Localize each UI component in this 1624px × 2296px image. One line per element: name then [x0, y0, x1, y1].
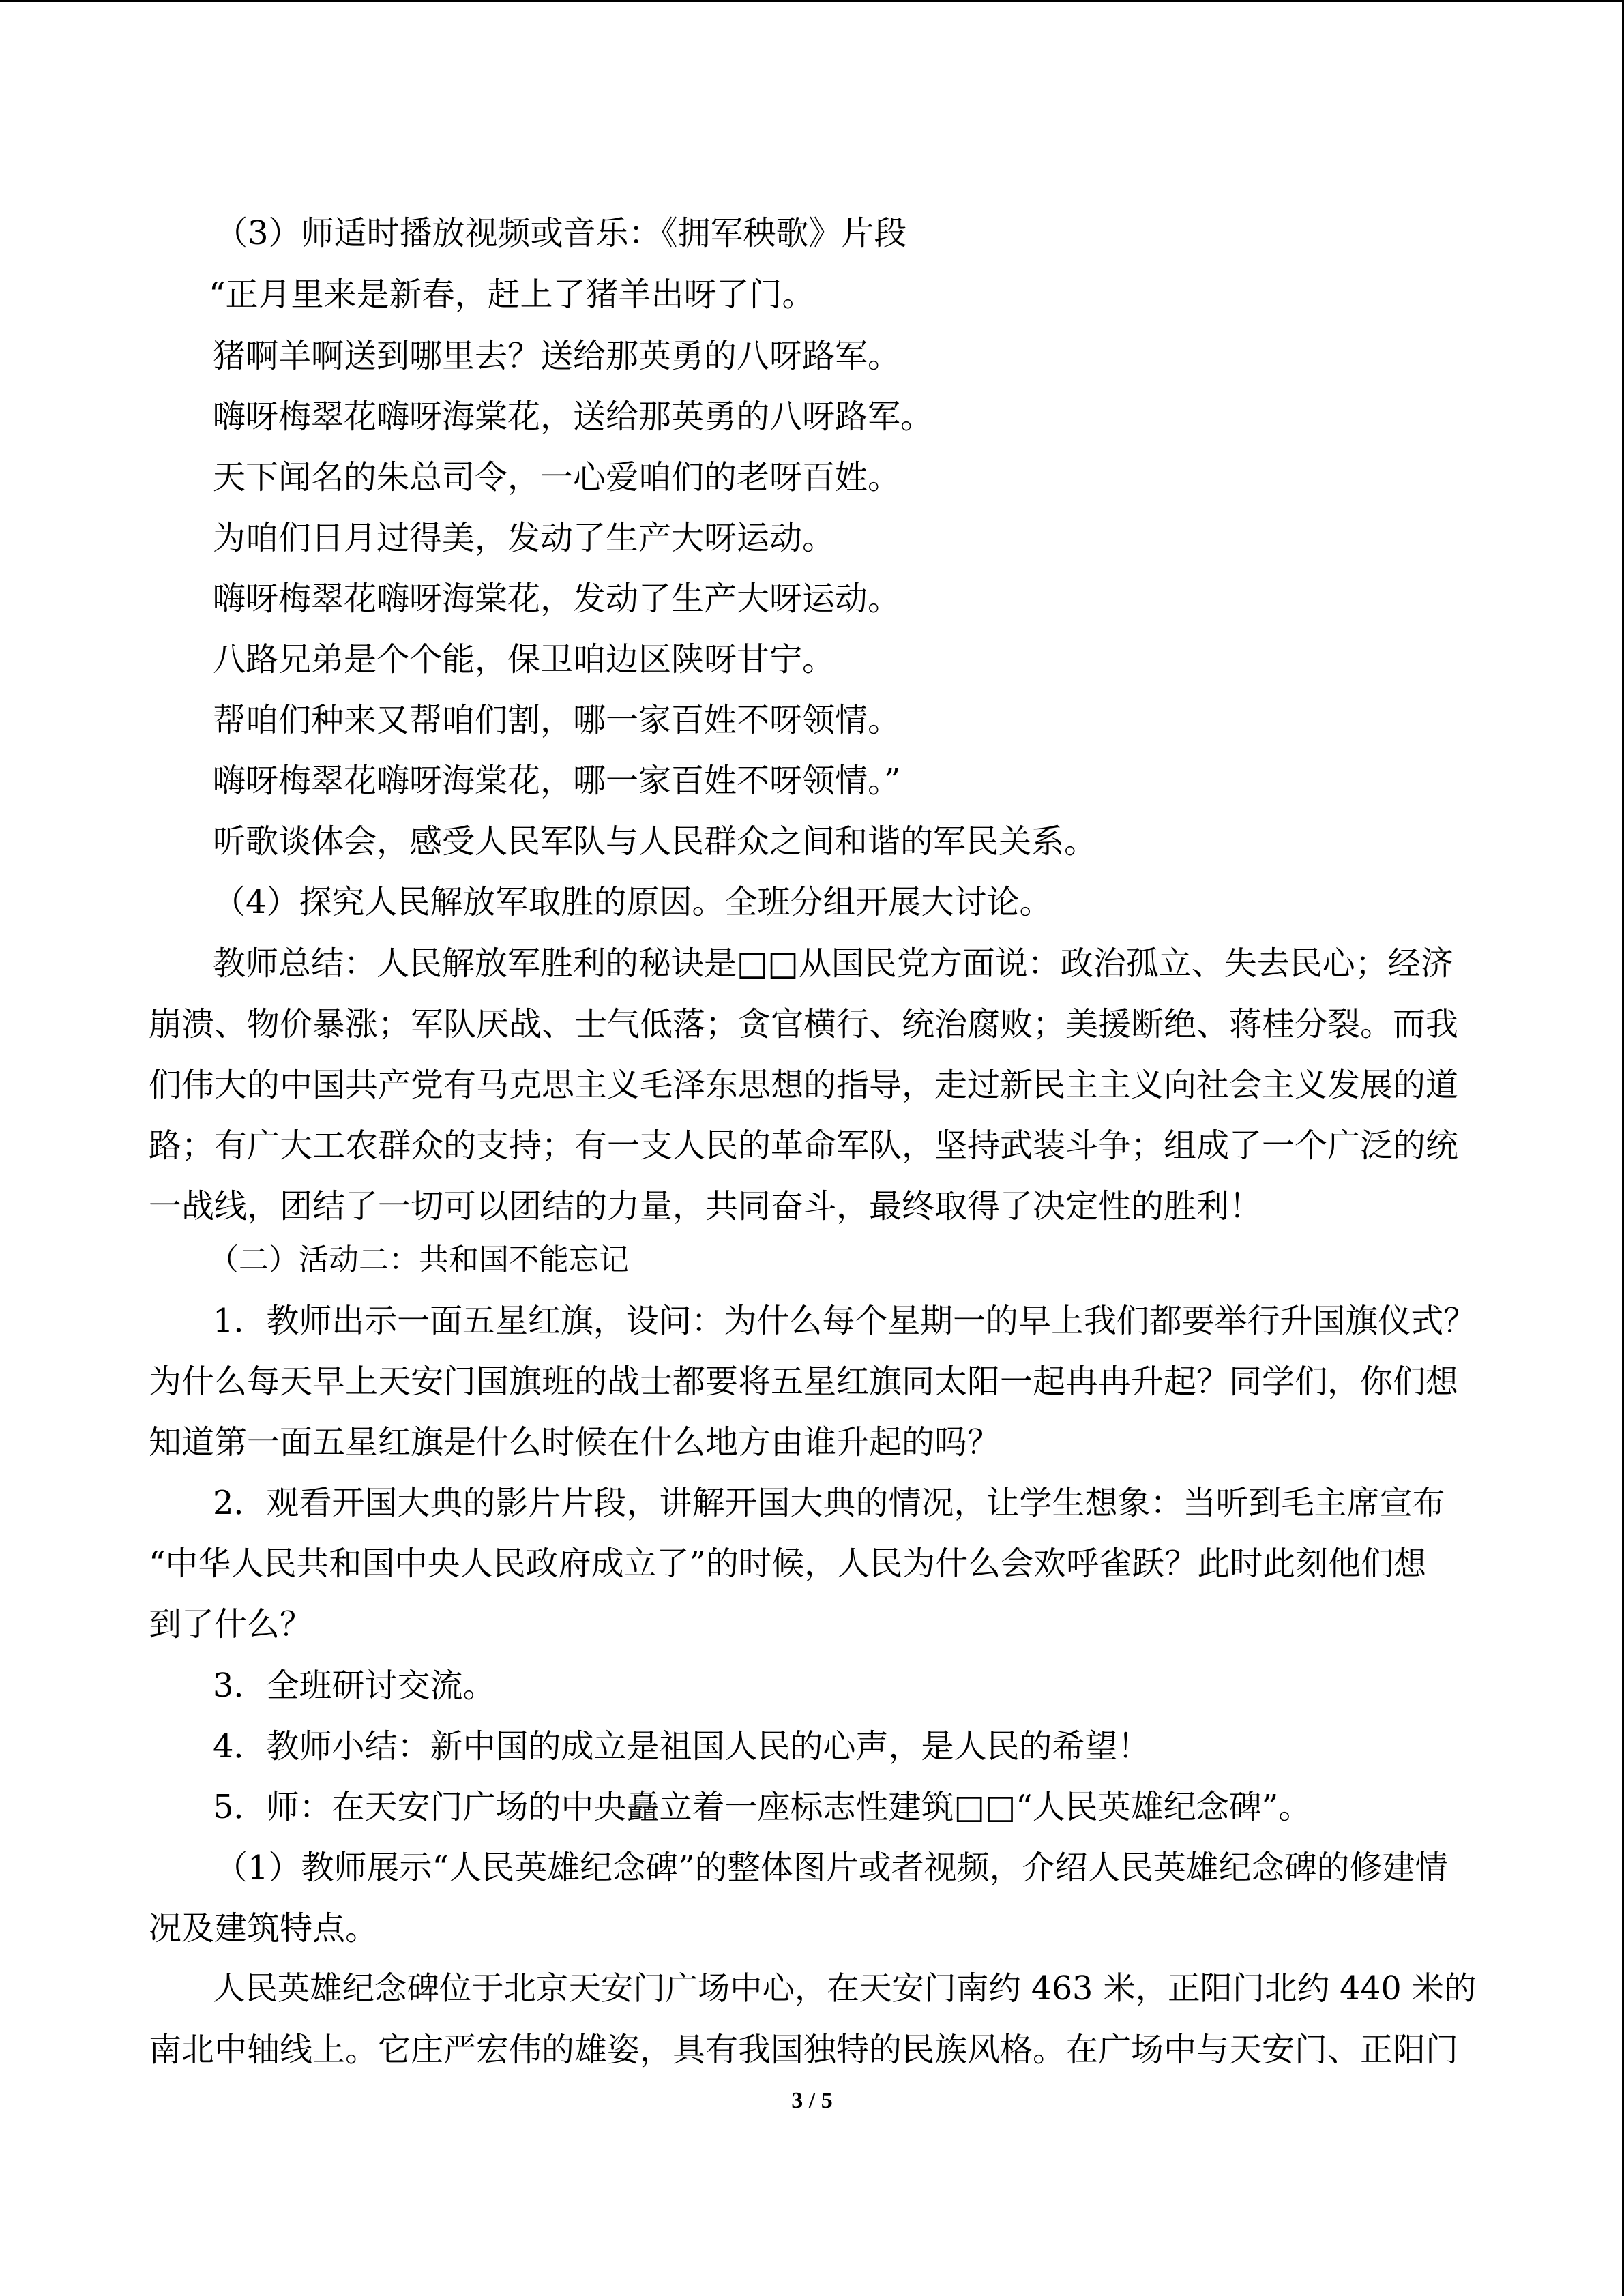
text-line: 八路兄弟是个个能，保卫咱边区陕呀甘宁。 — [213, 640, 836, 679]
text-line: 猪啊羊啊送到哪里去？送给那英勇的八呀路军。 — [213, 337, 901, 375]
text-line: 嗨呀梅翠花嗨呀海棠花，送给那英勇的八呀路军。 — [213, 398, 934, 436]
text-line: 南北中轴线上。它庄严宏伟的雄姿，具有我国独特的民族风格。在广场中与天安门、正阳门 — [149, 2031, 1459, 2069]
text-line: 崩溃、物价暴涨；军队厌战、士气低落；贪官横行、统治腐败；美援断绝、蒋桂分裂。而我 — [149, 1005, 1459, 1043]
text-line: “中华人民共和国中央人民政府成立了”的时候，人民为什么会欢呼雀跃？此时此刻他们想 — [149, 1545, 1427, 1583]
text-line: 人民英雄纪念碑位于北京天安门广场中心，在天安门南约 463 米，正阳门北约 440 米的 — [213, 1970, 1477, 2008]
text-line: （1）教师展示“人民英雄纪念碑”的整体图片或者视频，介绍人民英雄纪念碑的修建情 — [215, 1849, 1448, 1887]
text-line: “正月里来是新春，赶上了猪羊出呀了门。 — [209, 275, 815, 314]
text-line: 听歌谈体会，感受人民军队与人民群众之间和谐的军民关系。 — [213, 822, 1097, 861]
page-number: 3 / 5 — [791, 2088, 833, 2113]
text-line: 天下闻名的朱总司令，一心爱咱们的老呀百姓。 — [213, 458, 901, 496]
text-line: 教师总结：人民解放军胜利的秘诀是□□从国民党方面说：政治孤立、失去民心；经济 — [213, 944, 1453, 983]
text-line: 们伟大的中国共产党有马克思主义毛泽东思想的指导，走过新民主主义向社会主义发展的道 — [149, 1066, 1459, 1104]
text-line: 1．教师出示一面五星红旗，设问：为什么每个星期一的早上我们都要举行升国旗仪式？ — [213, 1302, 1477, 1340]
text-line: 2．观看开国大典的影片片段，讲解开国大典的情况，让学生想象：当听到毛主席宣布 — [213, 1484, 1445, 1522]
text-line: 5．师：在天安门广场的中央矗立着一座标志性建筑□□“人民英雄纪念碑”。 — [213, 1788, 1312, 1826]
text-line: 3．全班研讨交流。 — [213, 1667, 496, 1705]
text-line: 嗨呀梅翠花嗨呀海棠花，发动了生产大呀运动。 — [213, 580, 901, 618]
text-line: 为咱们日月过得美，发动了生产大呀运动。 — [213, 519, 836, 557]
text-line: 到了什么？ — [149, 1605, 313, 1643]
text-line: 帮咱们种来又帮咱们割，哪一家百姓不呀领情。 — [213, 701, 901, 739]
text-line: 况及建筑特点。 — [149, 1909, 379, 1948]
section-heading: （二）活动二：共和国不能忘记 — [209, 1242, 629, 1277]
text-line: 一战线，团结了一切可以团结的力量，共同奋斗，最终取得了决定性的胜利！ — [149, 1187, 1263, 1225]
text-line: 为什么每天早上天安门国旗班的战士都要将五星红旗同太阳一起冉冉升起？同学们，你们想 — [149, 1362, 1459, 1401]
text-line: 嗨呀梅翠花嗨呀海棠花，哪一家百姓不呀领情。” — [213, 762, 901, 800]
text-line: 4．教师小结：新中国的成立是祖国人民的心声，是人民的希望！ — [213, 1727, 1151, 1765]
text-line: 路；有广大工农群众的支持；有一支人民的革命军队，坚持武装斗争；组成了一个广泛的统 — [149, 1127, 1459, 1165]
text-line: （4）探究人民解放军取胜的原因。全班分组开展大讨论。 — [213, 883, 1052, 921]
text-line: 知道第一面五星红旗是什么时候在什么地方由谁升起的吗？ — [149, 1423, 1001, 1461]
text-line: （3）师适时播放视频或音乐：《拥军秧歌》片段 — [215, 214, 907, 252]
